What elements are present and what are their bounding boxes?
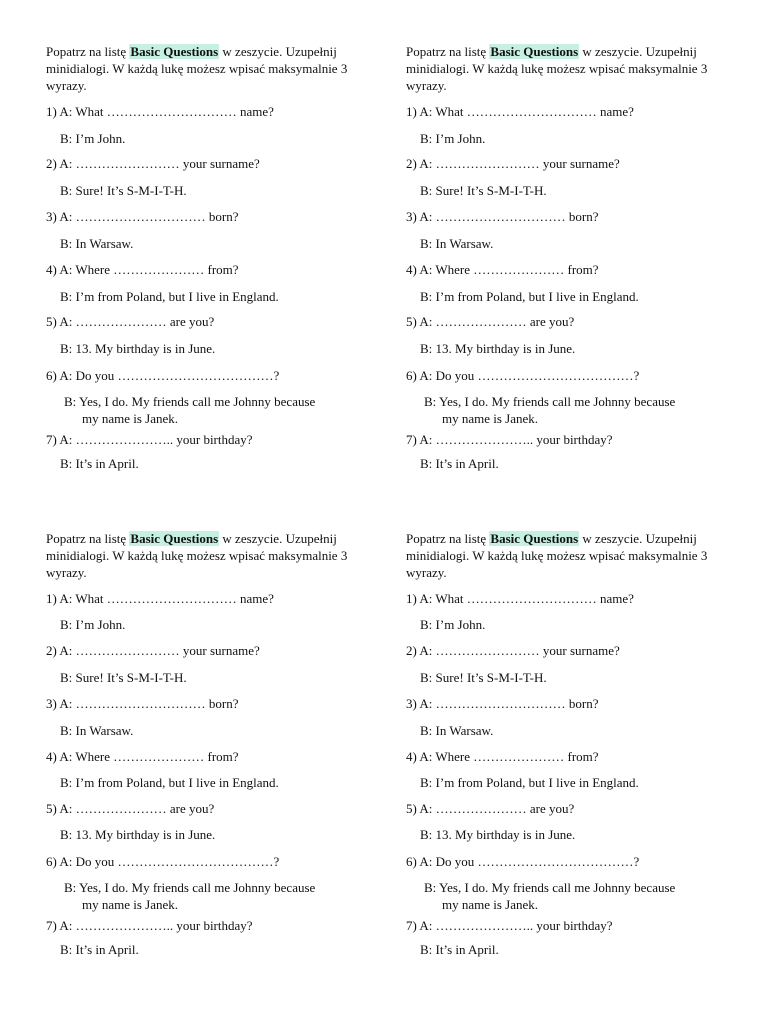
question-1-a: 1) A: What ………………………… name? bbox=[46, 104, 274, 119]
answer-5-b: B: 13. My birthday is in June. bbox=[60, 341, 216, 356]
highlighted-term: Basic Questions bbox=[130, 531, 219, 546]
question-6-a: 6) A: Do you ………………………………? bbox=[46, 854, 280, 869]
answer-2-b: B: Sure! It’s S-M-I-T-H. bbox=[420, 670, 547, 685]
instructions-text-end: w zeszycie. Uzupełnij minidialogi. W każdą lukę możesz wpisać maksymalnie 3 wyrazy. bbox=[46, 531, 348, 580]
answer-4-b: B: I’m from Poland, but I live in England. bbox=[420, 289, 639, 304]
worksheet-panel-top-left bbox=[46, 43, 386, 471]
question-7-a: 7) A: ………………….. your birthday? bbox=[406, 918, 613, 933]
instructions-text: Popatrz na listę bbox=[46, 44, 130, 59]
instructions-text-end: w zeszycie. Uzupełnij minidialogi. W każdą lukę możesz wpisać maksymalnie 3 wyrazy. bbox=[46, 44, 348, 93]
question-4-a: 4) A: Where ………………… from? bbox=[406, 262, 599, 277]
question-5-a: 5) A: ………………… are you? bbox=[406, 314, 575, 329]
instructions-text: Popatrz na listę bbox=[406, 531, 490, 546]
question-3-a: 3) A: ………………………… born? bbox=[46, 209, 239, 224]
question-3-a: 3) A: ………………………… born? bbox=[46, 696, 239, 711]
question-6-a: 6) A: Do you ………………………………? bbox=[406, 368, 640, 383]
question-7-a: 7) A: ………………….. your birthday? bbox=[46, 432, 253, 447]
question-4-a: 4) A: Where ………………… from? bbox=[46, 262, 239, 277]
answer-2-b: B: Sure! It’s S-M-I-T-H. bbox=[60, 670, 187, 685]
answer-4-b: B: I’m from Poland, but I live in England. bbox=[420, 775, 639, 790]
question-4-a: 4) A: Where ………………… from? bbox=[46, 749, 239, 764]
answer-7-b: B: It’s in April. bbox=[60, 942, 139, 957]
question-2-a: 2) A: …………………… your surname? bbox=[46, 643, 260, 658]
question-1-a: 1) A: What ………………………… name? bbox=[46, 591, 274, 606]
highlighted-term: Basic Questions bbox=[130, 44, 219, 59]
answer-4-b: B: I’m from Poland, but I live in England. bbox=[60, 775, 279, 790]
question-2-a: 2) A: …………………… your surname? bbox=[406, 643, 620, 658]
instructions bbox=[406, 530, 746, 581]
worksheet-panel-top-right bbox=[406, 43, 746, 471]
answer-3-b: B: In Warsaw. bbox=[60, 236, 134, 251]
question-5-a: 5) A: ………………… are you? bbox=[46, 314, 215, 329]
instructions bbox=[46, 43, 386, 94]
answer-6-b-continued: my name is Janek. bbox=[442, 411, 539, 426]
answer-5-b: B: 13. My birthday is in June. bbox=[60, 827, 216, 842]
answer-6-b bbox=[64, 393, 384, 427]
answer-6-b-continued: my name is Janek. bbox=[82, 411, 179, 426]
question-7-a: 7) A: ………………….. your birthday? bbox=[406, 432, 613, 447]
answer-6-b-continued: my name is Janek. bbox=[442, 897, 539, 912]
question-7-a: 7) A: ………………….. your birthday? bbox=[46, 918, 253, 933]
question-2-a: 2) A: …………………… your surname? bbox=[406, 156, 620, 171]
answer-7-b: B: It’s in April. bbox=[420, 942, 499, 957]
answer-3-b: B: In Warsaw. bbox=[420, 723, 494, 738]
worksheet-panel-bottom-right bbox=[406, 530, 746, 957]
answer-6-b-text: B: Yes, I do. My friends call me Johnny because bbox=[64, 394, 316, 409]
question-4-a: 4) A: Where ………………… from? bbox=[406, 749, 599, 764]
answer-7-b: B: It’s in April. bbox=[60, 456, 139, 471]
instructions-text-end: w zeszycie. Uzupełnij minidialogi. W każdą lukę możesz wpisać maksymalnie 3 wyrazy. bbox=[406, 531, 708, 580]
question-1-a: 1) A: What ………………………… name? bbox=[406, 591, 634, 606]
answer-1-b: B: I’m John. bbox=[420, 131, 486, 146]
question-2-a: 2) A: …………………… your surname? bbox=[46, 156, 260, 171]
question-3-a: 3) A: ………………………… born? bbox=[406, 209, 599, 224]
instructions-text: Popatrz na listę bbox=[406, 44, 490, 59]
question-3-a: 3) A: ………………………… born? bbox=[406, 696, 599, 711]
instructions-text: Popatrz na listę bbox=[46, 531, 130, 546]
answer-2-b: B: Sure! It’s S-M-I-T-H. bbox=[60, 183, 187, 198]
answer-1-b: B: I’m John. bbox=[60, 131, 126, 146]
instructions-text-end: w zeszycie. Uzupełnij minidialogi. W każdą lukę możesz wpisać maksymalnie 3 wyrazy. bbox=[406, 44, 708, 93]
answer-6-b-text: B: Yes, I do. My friends call me Johnny because bbox=[424, 394, 676, 409]
worksheet-panel-bottom-left bbox=[46, 530, 386, 957]
answer-5-b: B: 13. My birthday is in June. bbox=[420, 827, 576, 842]
answer-4-b: B: I’m from Poland, but I live in England. bbox=[60, 289, 279, 304]
answer-3-b: B: In Warsaw. bbox=[420, 236, 494, 251]
answer-6-b-text: B: Yes, I do. My friends call me Johnny because bbox=[64, 880, 316, 895]
highlighted-term: Basic Questions bbox=[490, 531, 579, 546]
answer-6-b bbox=[64, 879, 384, 913]
question-6-a: 6) A: Do you ………………………………? bbox=[46, 368, 280, 383]
answer-1-b: B: I’m John. bbox=[420, 617, 486, 632]
question-6-a: 6) A: Do you ………………………………? bbox=[406, 854, 640, 869]
instructions bbox=[406, 43, 746, 94]
answer-6-b bbox=[424, 879, 744, 913]
answer-6-b bbox=[424, 393, 744, 427]
question-5-a: 5) A: ………………… are you? bbox=[406, 801, 575, 816]
answer-3-b: B: In Warsaw. bbox=[60, 723, 134, 738]
answer-5-b: B: 13. My birthday is in June. bbox=[420, 341, 576, 356]
highlighted-term: Basic Questions bbox=[490, 44, 579, 59]
answer-2-b: B: Sure! It’s S-M-I-T-H. bbox=[420, 183, 547, 198]
answer-6-b-text: B: Yes, I do. My friends call me Johnny because bbox=[424, 880, 676, 895]
answer-6-b-continued: my name is Janek. bbox=[82, 897, 179, 912]
answer-1-b: B: I’m John. bbox=[60, 617, 126, 632]
answer-7-b: B: It’s in April. bbox=[420, 456, 499, 471]
question-5-a: 5) A: ………………… are you? bbox=[46, 801, 215, 816]
question-1-a: 1) A: What ………………………… name? bbox=[406, 104, 634, 119]
instructions bbox=[46, 530, 386, 581]
